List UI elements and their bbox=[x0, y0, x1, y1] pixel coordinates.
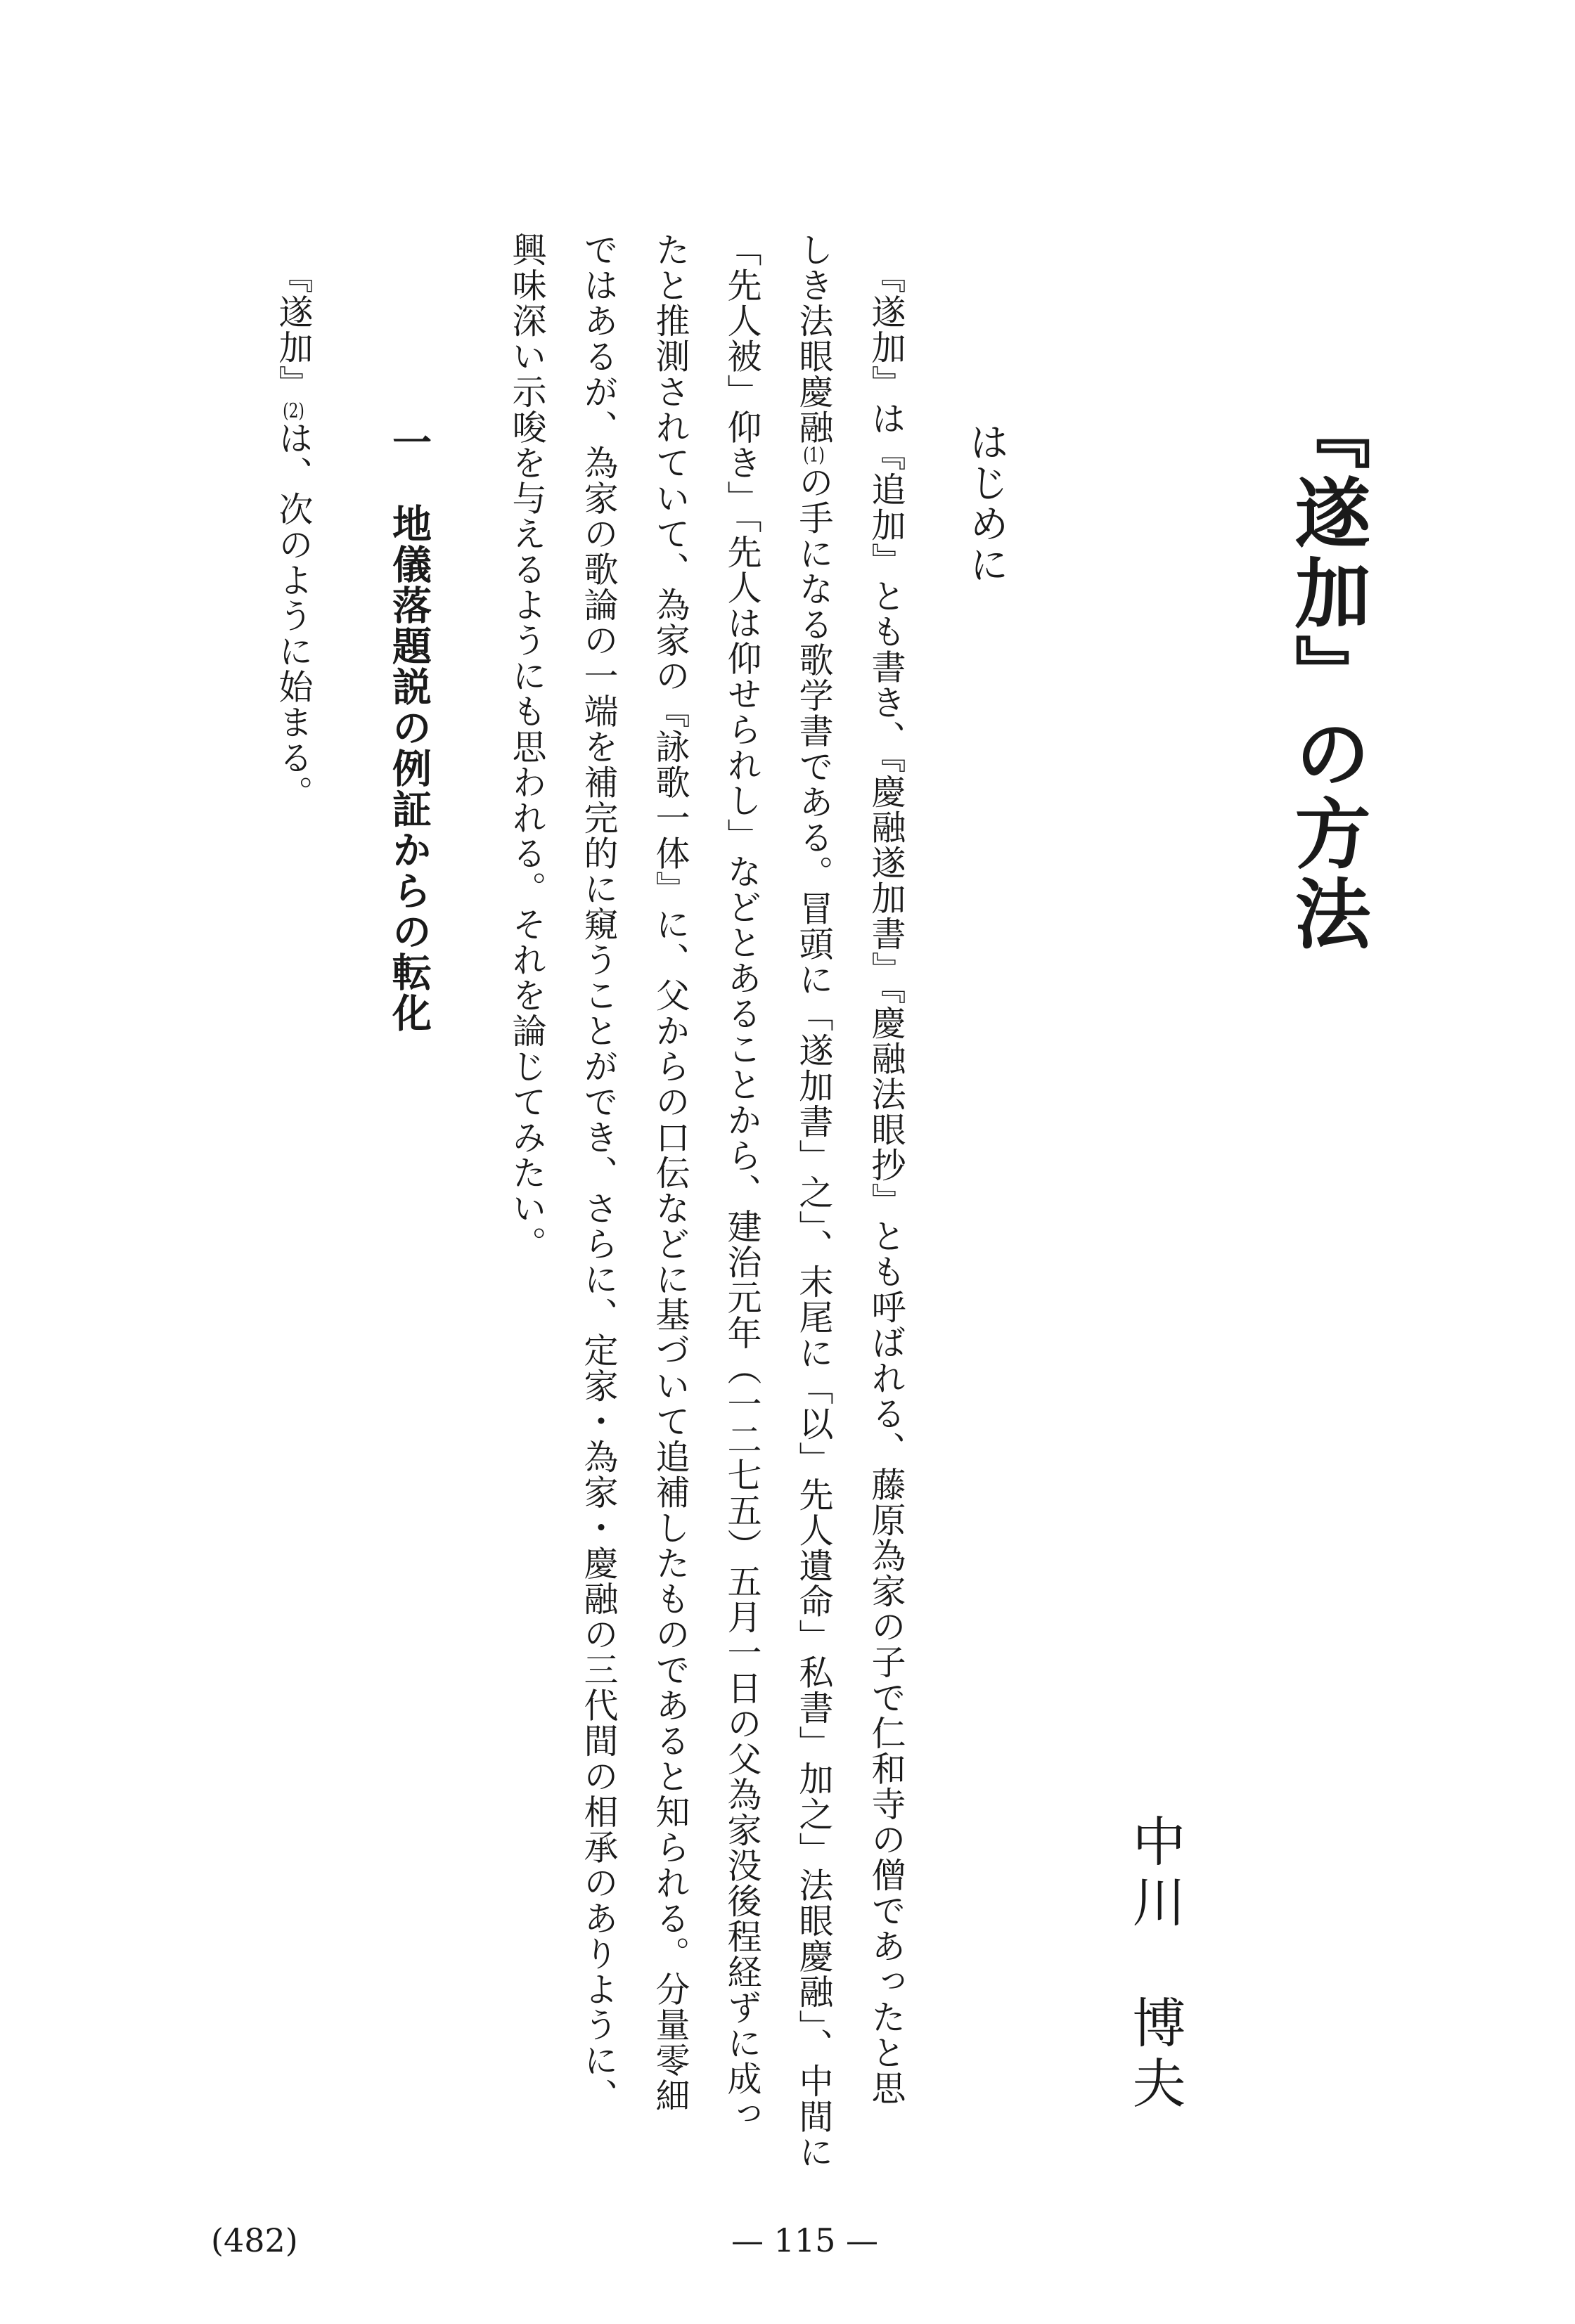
original-page-number: (482) bbox=[211, 2221, 298, 2259]
section-first-line-a: 『遂加』 bbox=[274, 259, 314, 401]
section-first-line-b: は、次のように始まる。 bbox=[274, 420, 314, 811]
note-ref-1: (1) bbox=[803, 445, 825, 465]
section-first-line bbox=[274, 259, 314, 811]
article-title: 『遂加』の方法 bbox=[1282, 394, 1370, 955]
section-heading: 一 地儀落題説の例証からの転化 bbox=[386, 422, 432, 1033]
body-line-5: ではあるが、為家の歌論の一端を補完的に窺うことができ、さらに、定家・為家・慶融の三代間の相承のありように、 bbox=[579, 232, 619, 2114]
author-name: 中川 博夫 bbox=[1124, 1814, 1186, 2116]
body-line-4: たと推測されていて、為家の『詠歌一体』に、父からの口伝などに基づいて追補したものであると知られる。分量零細 bbox=[650, 232, 690, 2114]
intro-heading: はじめに bbox=[963, 422, 1009, 585]
body-line-2 bbox=[794, 232, 834, 2170]
body-line-2-b: の手になる歌学書である。冒頭に「遂加書」之」、末尾に「以」先人遺命」私書」加之」法眼慶融」、中間に bbox=[794, 465, 834, 2170]
body-line-6: 興味深い示唆を与えるようにも思われる。それを論じてみたい。 bbox=[507, 232, 547, 1262]
note-ref-2: (2) bbox=[283, 401, 304, 420]
body-line-3: 「先人被」仰き」「先人は仰せられし」などとあることから、建治元年（一二七五）五月一日の父為家没後程経ずに成っ bbox=[722, 232, 762, 2132]
body-line-2-a: しき法眼慶融 bbox=[794, 232, 834, 445]
page-number: — 115 — bbox=[731, 2221, 879, 2259]
body-line-1: 『遂加』は『追加』とも書き、『慶融遂加書』『慶融法眼抄』とも呼ばれる、藤原為家の子で仁和寺の僧であったと思 bbox=[866, 259, 906, 2106]
